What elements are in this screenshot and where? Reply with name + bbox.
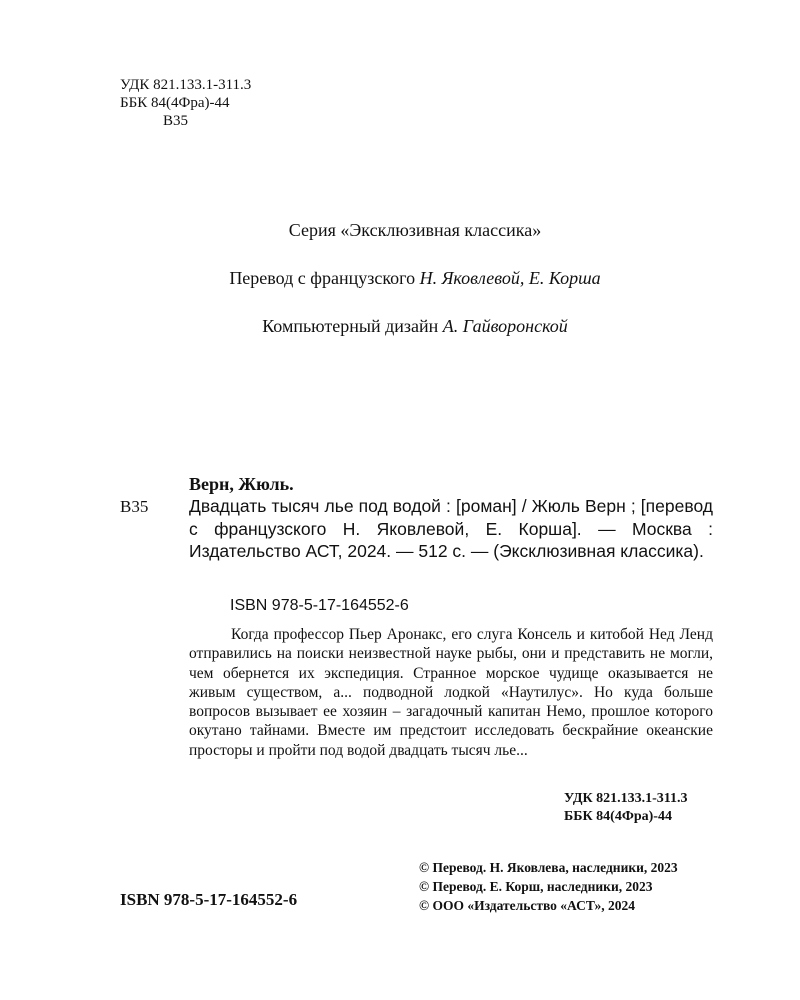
bbk-code-repeat: ББК 84(4Фра)-44: [564, 809, 672, 824]
series-line: [0, 220, 800, 241]
udk-code: УДК 821.133.1-311.3: [120, 77, 252, 93]
copyright-notices: [419, 858, 678, 915]
copyright-line: © Перевод. Е. Корш, наследники, 2023: [419, 879, 653, 894]
classification-codes-repeat: [564, 790, 688, 826]
copyright-line: © Перевод. Н. Яковлева, наследники, 2023: [419, 860, 678, 875]
designer: А. Гайворонской: [442, 316, 568, 336]
design-label: Компьютерный дизайн: [262, 316, 443, 336]
catalog-author: Верн, Жюль.: [189, 474, 294, 494]
annotation: [189, 625, 713, 760]
annotation-text: Когда профессор Пьер Аронакс, его слуга Консель и китобой Нед Ленд отправились на поиски неизвестной науке рыбы, они и представить не могли, чем обернется их экспедиция. Странное морское чудище оказывается не живым существом, а... подводной лодкой «Наутилус». Но куда больше вопросов вызывает ее хозяин – загадочный капитан Немо, прошлое которого окутано тайнами. Вместе им предстоит исследовать бескрайние океанские просторы и пройти под водой двадцать тысяч лье...: [189, 626, 713, 759]
classification-codes: [120, 76, 251, 130]
copyright-line: © ООО «Издательство «АСТ», 2024: [419, 898, 636, 913]
translation-line: [0, 268, 800, 289]
catalog-shelf-mark: В35: [120, 497, 149, 516]
author-mark: В35: [163, 113, 189, 129]
series-text: Серия «Эксклюзивная классика»: [288, 220, 542, 240]
catalog-isbn: ISBN 978-5-17-164552-6: [230, 597, 409, 614]
translators: Н. Яковлевой, Е. Корша: [419, 268, 601, 288]
bbk-code: ББК 84(4Фра)-44: [120, 95, 230, 111]
footer-isbn: ISBN 978-5-17-164552-6: [120, 890, 298, 909]
design-line: [0, 316, 800, 337]
translation-label: Перевод с французского: [229, 268, 420, 288]
udk-code-repeat: УДК 821.133.1-311.3: [564, 791, 688, 806]
catalog-description: Двадцать тысяч лье под водой : [роман] / Жюль Верн ; [перевод с французского Н. Яковлевой, Е. Корша]. — Москва : Издательство АСТ, 2024. — 512 с. — (Эксклюзивная классика).: [189, 496, 713, 561]
